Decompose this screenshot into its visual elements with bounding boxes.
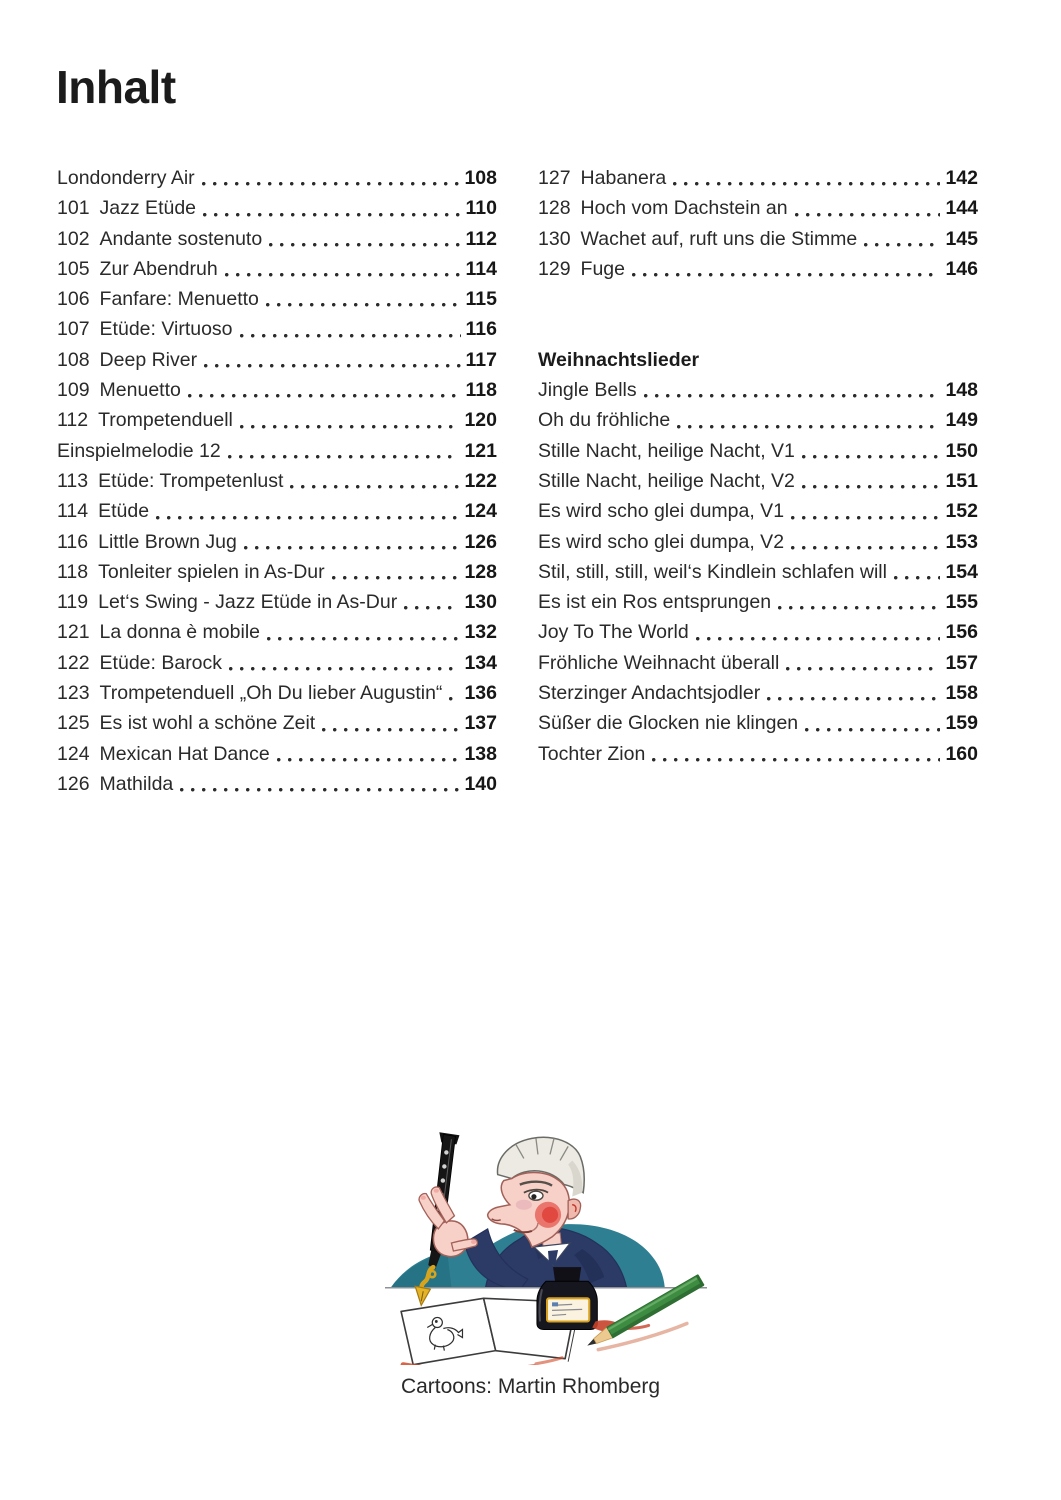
dot-leader [673, 182, 940, 186]
page-number: 132 [464, 621, 497, 644]
dot-leader [266, 303, 461, 307]
piece-title: Oh du fröhliche [538, 409, 671, 432]
toc-right-column [538, 163, 978, 799]
piece-number: 105 [57, 257, 90, 280]
dot-leader [791, 546, 940, 550]
piece-title: Etüde: Trompetenlust [98, 469, 284, 492]
piece-title: Trompetenduell [98, 409, 233, 432]
piece-number: 130 [538, 227, 571, 250]
page-number: 136 [464, 682, 497, 705]
toc-entry [538, 708, 978, 738]
toc-entry [57, 193, 497, 223]
toc-entry [538, 163, 978, 193]
page-number: 140 [464, 772, 497, 795]
piece-title: Zur Abendruh [99, 257, 218, 280]
piece-number: 112 [57, 409, 89, 432]
page-number: 157 [945, 651, 978, 674]
section-heading-weihnachtslieder: Weihnachtslieder [538, 348, 700, 371]
page-number: 156 [945, 621, 978, 644]
piece-title: Let‘s Swing - Jazz Etüde in As-Dur [98, 591, 398, 614]
page-number: 112 [465, 227, 497, 250]
dot-leader [786, 667, 940, 671]
piece-number: 106 [57, 288, 90, 311]
toc-entry [538, 739, 978, 769]
dot-leader [229, 667, 459, 671]
toc-entry [57, 466, 497, 496]
piece-title: Etüde: Barock [99, 651, 223, 674]
page-number: 120 [464, 409, 497, 432]
piece-title: Wachet auf, ruft uns die Stimme [580, 227, 858, 250]
page-number: 145 [945, 227, 978, 250]
piece-number: 121 [57, 621, 90, 644]
piece-title: Stil, still, still, weil‘s Kindlein schlafen will [538, 560, 887, 583]
page-number: 137 [464, 712, 497, 735]
dot-leader [322, 728, 459, 732]
piece-number: 126 [57, 772, 90, 795]
piece-number: 116 [57, 530, 89, 553]
piece-number: 128 [538, 197, 571, 220]
piece-title: Fuge [580, 257, 625, 280]
piece-title: Habanera [580, 167, 667, 189]
toc-entry [57, 527, 497, 557]
toc-entry [538, 254, 978, 284]
piece-number: 109 [57, 379, 90, 402]
cartoon-caption: Cartoons: Martin Rhomberg [400, 1375, 661, 1398]
page-number: 126 [464, 530, 497, 553]
piece-title: Süßer die Glocken nie klingen [538, 712, 799, 735]
toc-entry [57, 345, 497, 375]
page-title: Inhalt [56, 61, 176, 113]
page-number: 152 [945, 500, 978, 523]
page-number: 122 [464, 469, 497, 492]
dot-leader [290, 485, 459, 489]
piece-title: Fanfare: Menuetto [99, 288, 259, 311]
page-number: 153 [945, 530, 978, 553]
toc-entry [538, 466, 978, 496]
dot-leader [332, 576, 460, 580]
toc-entry [538, 587, 978, 617]
piece-number: 102 [57, 227, 90, 250]
page-number: 154 [945, 560, 978, 583]
dot-leader [204, 364, 460, 368]
ear [568, 1199, 580, 1219]
page-number: 151 [945, 469, 978, 492]
page-number: 116 [465, 318, 497, 341]
dot-leader [203, 213, 461, 217]
toc-entry [57, 587, 497, 617]
table-of-contents [57, 163, 978, 799]
page-number: 159 [945, 712, 978, 735]
piece-number: 127 [538, 167, 571, 189]
toc-entry [57, 769, 497, 799]
dot-leader [225, 273, 461, 277]
piece-title: Andante sostenuto [99, 227, 263, 250]
dot-leader [632, 273, 940, 277]
piece-title: Es wird scho glei dumpa, V1 [538, 500, 785, 523]
piece-number: 124 [57, 742, 90, 765]
dot-leader [240, 334, 461, 338]
toc-entry [57, 224, 497, 254]
cartoonist-figure [464, 1137, 626, 1287]
toc-entry [57, 557, 497, 587]
piece-title: Hoch vom Dachstein an [580, 197, 788, 220]
dot-leader [188, 394, 461, 398]
piece-title: Trompetenduell „Oh Du lieber Augustin“ [99, 682, 443, 705]
dot-leader [767, 697, 940, 701]
piece-title: Sterzinger Andachtsjodler [538, 682, 761, 705]
toc-entry [538, 678, 978, 708]
piece-number: 101 [57, 197, 90, 220]
piece-number: 122 [57, 651, 90, 674]
toc-entry [538, 436, 978, 466]
toc-left-column [57, 163, 497, 799]
piece-title: Jazz Etüde [99, 197, 197, 220]
toc-entry [57, 617, 497, 647]
toc-entry [538, 405, 978, 435]
piece-title: Londonderry Air [57, 167, 195, 189]
piece-title: Stille Nacht, heilige Nacht, V1 [538, 439, 795, 462]
dot-leader [894, 576, 941, 580]
piece-title: Menuetto [99, 379, 181, 402]
page-number: 117 [465, 348, 497, 371]
toc-entry [57, 163, 497, 193]
piece-title: Etüde [98, 500, 150, 523]
toc-entry [57, 284, 497, 314]
piece-title: Jingle Bells [538, 379, 637, 402]
page-number: 142 [945, 167, 978, 189]
toc-entry [57, 436, 497, 466]
dot-leader [805, 728, 940, 732]
toc-entry [57, 678, 497, 708]
cartoon-illustration [385, 1130, 707, 1365]
piece-number: 129 [538, 257, 571, 280]
toc-entry [57, 648, 497, 678]
piece-number: 119 [57, 591, 89, 614]
dot-leader [180, 788, 459, 792]
toc-entry [538, 496, 978, 526]
page-number: 108 [464, 167, 497, 189]
toc-entry [57, 254, 497, 284]
piece-number: 125 [57, 712, 90, 735]
dot-leader [449, 697, 459, 701]
toc-entry [57, 314, 497, 344]
piece-number: 123 [57, 682, 90, 705]
piece-title: Stille Nacht, heilige Nacht, V2 [538, 469, 795, 492]
piece-title: Es wird scho glei dumpa, V2 [538, 530, 785, 553]
page-number: 128 [464, 560, 497, 583]
toc-entry [538, 617, 978, 647]
page-number: 160 [945, 742, 978, 765]
dot-leader [652, 758, 940, 762]
toc-entry [538, 375, 978, 405]
dot-leader [795, 213, 941, 217]
piece-title: Fröhliche Weihnacht überall [538, 651, 780, 674]
piece-title: Es ist ein Ros entsprungen [538, 591, 772, 614]
dot-leader [791, 516, 940, 520]
toc-right-section-group [538, 375, 978, 769]
dot-leader [156, 516, 459, 520]
toc-entry [538, 557, 978, 587]
page-number: 150 [945, 439, 978, 462]
piece-title: Deep River [99, 348, 198, 371]
page-number: 138 [464, 742, 497, 765]
page-number: 148 [945, 379, 978, 402]
dot-leader [677, 425, 940, 429]
dot-leader [277, 758, 460, 762]
page-number: 134 [464, 651, 497, 674]
piece-number: 114 [57, 500, 89, 523]
piece-title: Es ist wohl a schöne Zeit [99, 712, 316, 735]
page-number: 115 [465, 288, 497, 311]
page-number: 144 [945, 197, 978, 220]
dot-leader [267, 637, 459, 641]
page-number: 121 [464, 439, 497, 462]
dot-leader [244, 546, 460, 550]
piece-title: Little Brown Jug [98, 530, 237, 553]
dot-leader [864, 243, 940, 247]
page-number: 149 [945, 409, 978, 432]
dot-leader [802, 455, 941, 459]
page-number: 118 [465, 379, 497, 402]
toc-entry [57, 739, 497, 769]
piece-title: Mexican Hat Dance [99, 742, 270, 765]
toc-entry [538, 527, 978, 557]
piece-number: 107 [57, 318, 90, 341]
toc-entry [538, 193, 978, 223]
dot-leader [404, 606, 459, 610]
piece-title: La donna è mobile [99, 621, 261, 644]
dot-leader [802, 485, 941, 489]
toc-right-top-group [538, 163, 978, 284]
toc-entry [538, 648, 978, 678]
dot-leader [269, 243, 460, 247]
section-gap-spacer [538, 284, 978, 345]
dot-leader [696, 637, 941, 641]
piece-number: 113 [57, 469, 89, 492]
dot-leader [778, 606, 940, 610]
toc-entry [57, 496, 497, 526]
piece-title: Joy To The World [538, 621, 689, 644]
page-number: 158 [945, 682, 978, 705]
dot-leader [228, 455, 460, 459]
toc-entry [57, 405, 497, 435]
piece-title: Tonleiter spielen in As-Dur [98, 560, 325, 583]
page-number: 110 [465, 197, 497, 220]
piece-number: 108 [57, 348, 90, 371]
toc-entry [57, 375, 497, 405]
page-number: 130 [464, 591, 497, 614]
page-number: 146 [945, 257, 978, 280]
dot-leader [644, 394, 941, 398]
page-number: 155 [945, 591, 978, 614]
toc-entry [538, 224, 978, 254]
piece-title: Tochter Zion [538, 742, 646, 765]
piece-title: Mathilda [99, 772, 174, 795]
page-number: 114 [465, 257, 497, 280]
toc-entry [57, 708, 497, 738]
piece-title: Etüde: Virtuoso [99, 318, 233, 341]
page-number: 124 [464, 500, 497, 523]
piece-title: Einspielmelodie 12 [57, 439, 221, 462]
dot-leader [240, 425, 460, 429]
dot-leader [202, 182, 460, 186]
piece-number: 118 [57, 560, 89, 583]
